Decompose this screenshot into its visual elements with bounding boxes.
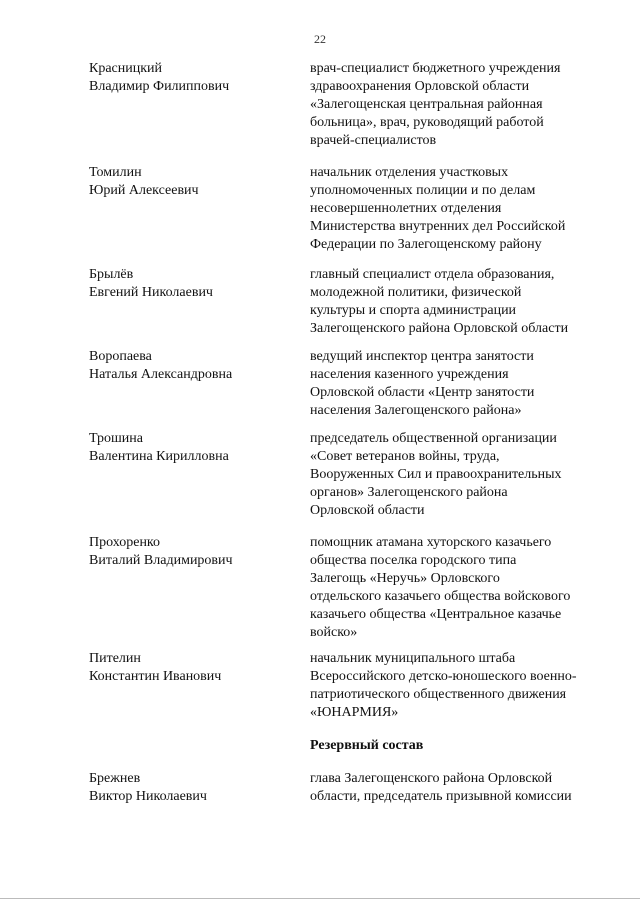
member-given-names: Константин Иванович <box>89 669 222 684</box>
member-role-line: врачей-специалистов <box>310 133 437 148</box>
member-role-line: Федерации по Залегощенскому району <box>310 237 542 252</box>
member-role-line: председатель общественной организации <box>310 431 557 446</box>
member-role-line: глава Залегощенского района Орловской <box>310 771 553 786</box>
member-role-line: культуры и спорта администрации <box>310 303 517 318</box>
member-role-line: «ЮНАРМИЯ» <box>310 705 399 720</box>
member-role-line: казачьего общества «Центральное казачье <box>310 607 562 622</box>
member-role-line: врач-специалист бюджетного учреждения <box>310 61 561 76</box>
member-name <box>89 430 289 466</box>
member-surname: Воропаева <box>89 349 152 364</box>
member-role-line: больница», врач, руководящий работой <box>310 115 544 130</box>
member-surname: Трошина <box>89 431 143 446</box>
member-role-line: Всероссийского детско-юношеского военно- <box>310 669 577 684</box>
member-given-names: Юрий Алексеевич <box>89 183 199 198</box>
member-name <box>89 770 289 806</box>
member-surname: Брежнев <box>89 771 141 786</box>
member-role-line: Вооруженных Сил и правоохранительных <box>310 467 562 482</box>
page-bottom-edge <box>0 898 640 899</box>
member-role <box>310 348 600 420</box>
member-role <box>310 650 600 722</box>
member-role <box>310 164 600 254</box>
member-role-line: Залегощенского района Орловской области <box>310 321 569 336</box>
member-role-line: здравоохранения Орловской области <box>310 79 530 94</box>
member-role-line: Орловской области «Центр занятости <box>310 385 535 400</box>
member-name <box>89 534 289 570</box>
member-given-names: Виктор Николаевич <box>89 789 207 804</box>
member-role-line: уполномоченных полиции и по делам <box>310 183 536 198</box>
member-role-line: помощник атамана хуторского казачьего <box>310 535 552 550</box>
member-role-line: «Залегощенская центральная районная <box>310 97 543 112</box>
member-role-line: Залегощь «Неручь» Орловского <box>310 571 500 586</box>
member-role-line: Министерства внутренних дел Российской <box>310 219 566 234</box>
member-role-line: органов» Залегощенского района <box>310 485 508 500</box>
member-given-names: Евгений Николаевич <box>89 285 213 300</box>
member-role <box>310 770 600 806</box>
member-name <box>89 348 289 384</box>
member-name <box>89 650 289 686</box>
member-role-line: Орловской области <box>310 503 425 518</box>
member-name <box>89 164 289 200</box>
member-name <box>89 266 289 302</box>
member-role-line: ведущий инспектор центра занятости <box>310 349 534 364</box>
member-role-line: отдельского казачьего общества войскового <box>310 589 571 604</box>
member-role-line: общества поселка городского типа <box>310 553 517 568</box>
member-role-line: населения казенного учреждения <box>310 367 509 382</box>
member-role <box>310 534 600 642</box>
member-role-line: несовершеннолетних отделения <box>310 201 502 216</box>
member-given-names: Владимир Филиппович <box>89 79 230 94</box>
member-role-line: населения Залегощенского района» <box>310 403 522 418</box>
member-role-line: начальник отделения участковых <box>310 165 509 180</box>
member-surname: Красницкий <box>89 61 163 76</box>
member-surname: Прохоренко <box>89 535 161 550</box>
member-role-line: молодежной политики, физической <box>310 285 522 300</box>
member-role-line: начальник муниципального штаба <box>310 651 516 666</box>
member-surname: Томилин <box>89 165 142 180</box>
member-given-names: Валентина Кирилловна <box>89 449 229 464</box>
reserve-section-heading: Резервный состав <box>310 738 424 753</box>
member-role-line: «Совет ветеранов войны, труда, <box>310 449 500 464</box>
member-surname: Пителин <box>89 651 141 666</box>
member-role-line: войско» <box>310 625 358 640</box>
member-given-names: Виталий Владимирович <box>89 553 233 568</box>
member-given-names: Наталья Александровна <box>89 367 233 382</box>
member-role <box>310 266 600 338</box>
member-role-line: главный специалист отдела образования, <box>310 267 555 282</box>
member-role-line: области, председатель призывной комиссии <box>310 789 572 804</box>
member-role <box>310 430 600 520</box>
member-surname: Брылёв <box>89 267 134 282</box>
member-role-line: патриотического общественного движения <box>310 687 567 702</box>
member-name <box>89 60 289 96</box>
member-role <box>310 60 600 150</box>
page-number: 22 <box>314 32 326 46</box>
